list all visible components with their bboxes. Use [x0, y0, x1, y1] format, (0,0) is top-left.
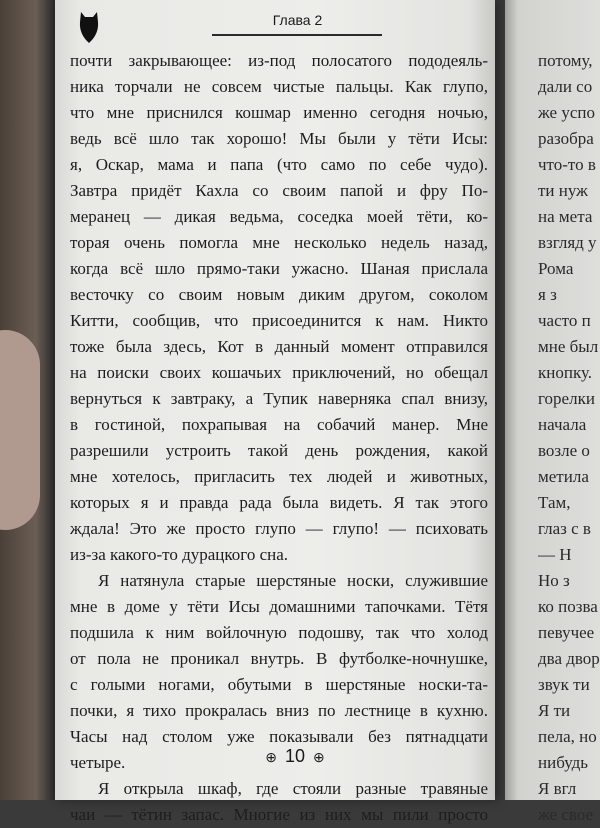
right-text-line: певучее	[538, 623, 595, 642]
text-line: торая очень помогла мне несколько недель назад,	[70, 233, 488, 252]
header-rule	[212, 34, 382, 36]
main-text	[70, 48, 488, 828]
right-text-line: ти нуж	[538, 181, 588, 200]
right-text-line: дали со	[538, 77, 593, 96]
text-line: когда всё шло прямо-таки ужасно. Шаная прислала	[70, 259, 488, 278]
right-text-line: часто п	[538, 311, 591, 330]
right-text-line: звук ти	[538, 675, 590, 694]
right-text-line: Рома	[538, 259, 574, 278]
chapter-header: Глава 2	[272, 12, 323, 28]
thumb-holding-book	[0, 330, 40, 530]
right-text-line: пела, но	[538, 727, 597, 746]
right-text-line: взгляд у	[538, 233, 597, 252]
text-line: тоже была здесь, Кот в данный момент отправился	[70, 337, 488, 356]
text-line: мне хотелось, пригласить тех людей и животных,	[70, 467, 488, 486]
text-line: Я натянула старые шерстяные носки, служившие	[98, 571, 488, 590]
owl-icon	[77, 10, 101, 44]
right-text-line: что-то в	[538, 155, 596, 174]
ornament-icon: ⊕	[265, 749, 277, 765]
ornament-icon: ⊕	[313, 749, 325, 765]
text-line: меранец — дикая ведьма, соседка моей тёти, ко-	[70, 207, 488, 226]
right-text-line: Я вгл	[538, 779, 577, 798]
text-line: разрешили устроить такой день рождения, какой	[70, 441, 488, 460]
text-line: с голыми ногами, обутыми в шерстяные носки-та-	[70, 675, 488, 694]
right-text-line: мне был	[538, 337, 599, 356]
right-text-line: нибудь	[538, 753, 589, 772]
right-text-line: потому,	[538, 51, 593, 70]
text-line: что мне приснился кошмар именно сегодня ночью,	[70, 103, 488, 122]
right-text-line: горелки	[538, 389, 595, 408]
text-line: почки, я тихо прокралась вниз по лестнице в кухню.	[70, 701, 488, 720]
text-line: Завтра придёт Кахла со своим папой и фру По-	[70, 181, 488, 200]
right-text-line: же свое	[538, 805, 594, 824]
text-line: ждала! Это же просто глупо — глупо! — психовать	[70, 519, 488, 538]
right-text-line: возле о	[538, 441, 590, 460]
text-line: Часы над столом уже показывали без пятнадцати	[70, 727, 488, 746]
text-line: на поиски своих кошачьих приключений, но обещал	[70, 363, 488, 382]
right-text-line: ко позва	[538, 597, 598, 616]
right-text-line: метила	[538, 467, 589, 486]
text-line: Китти, сообщив, что присоединится к нам. Никто	[70, 311, 488, 330]
right-text-line: — Н	[538, 545, 572, 564]
right-text-line: кнопку.	[538, 363, 593, 382]
text-line: весточку со своим новым диким другом, соколом	[70, 285, 488, 304]
right-text-line: два двор	[538, 649, 600, 668]
right-text-line: Там,	[538, 493, 571, 512]
right-text-line: я з	[538, 285, 557, 304]
text-line: четыре.	[70, 753, 126, 772]
right-page-text	[538, 48, 600, 828]
text-line: я, Оскар, мама и папа (что само по себе чудо).	[70, 155, 488, 174]
text-line: вернуться к завтраку, а Тупик наверняка спал внизу,	[70, 389, 488, 408]
text-line: чаи — тётин запас. Многие из них мы пили просто	[70, 805, 488, 824]
right-text-line: начала	[538, 415, 587, 434]
text-line: ника торчали не совсем чистые пальцы. Как глупо,	[70, 77, 488, 96]
text-line: почти закрывающее: из-под полосатого пододеяль-	[70, 51, 488, 70]
text-line: мне в доме у тёти Исы домашними тапочками. Тётя	[70, 597, 488, 616]
page-number: 10	[284, 746, 306, 766]
text-line: из-за какого-то дурацкого сна.	[70, 545, 289, 564]
text-line: подшила к ним войлочную подошву, так что холод	[70, 623, 488, 642]
right-text-line: Но з	[538, 571, 570, 590]
text-line: Я открыла шкаф, где стояли разные травяные	[98, 779, 488, 798]
right-text-line: Я ти	[538, 701, 571, 720]
text-line: в гостиной, похрапывая на собачий манер. Мне	[70, 415, 488, 434]
page-footer	[240, 746, 350, 767]
right-text-line: на мета	[538, 207, 593, 226]
text-line: от пола не проникал внутрь. В футболке-ночнушке,	[70, 649, 488, 668]
right-text-line: разобра	[538, 129, 594, 148]
text-line: которых я и правда рада была видеть. Я так этого	[70, 493, 488, 512]
text-line: ведь всё шло так хорошо! Мы были у тёти Исы:	[70, 129, 488, 148]
right-text-line: же успо	[538, 103, 595, 122]
right-text-line: глаз с в	[538, 519, 591, 538]
